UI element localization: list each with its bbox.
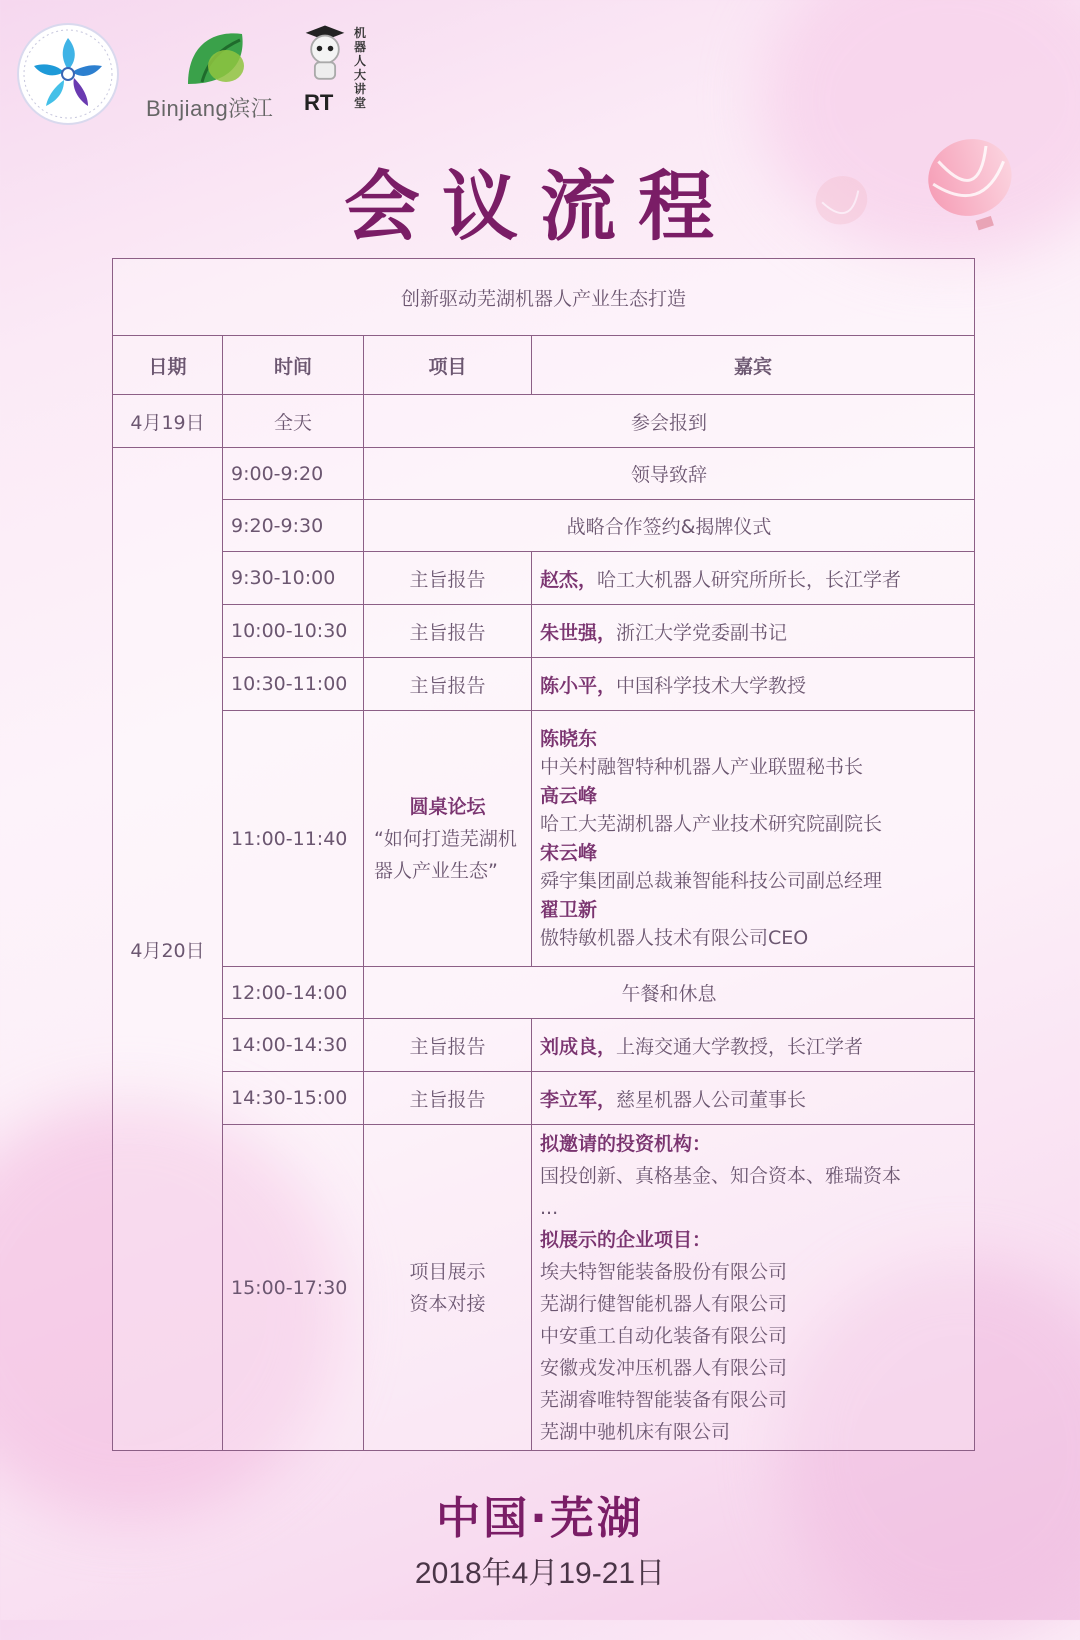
footer-dates: 2018年4月19-21日 [414, 1557, 666, 1590]
header-date: 日期 [113, 336, 223, 395]
merged-item-cell: 领导致辞 [364, 448, 975, 500]
showcase-item-line: 资本对接 [409, 1292, 486, 1315]
guest-name: 翟卫新 [540, 898, 598, 921]
schedule-table [112, 258, 975, 1451]
guest-title: 中国科学技术大学教授 [616, 674, 807, 697]
date-cell: 4月19日 [113, 395, 223, 448]
table-header-row [113, 336, 975, 395]
item-cell: 主旨报告 [364, 605, 532, 658]
time-cell: 9:30-10:00 [223, 552, 364, 605]
guest-title: 上海交通大学教授，长江学者 [616, 1035, 864, 1058]
item-cell [364, 711, 532, 967]
table-row [113, 658, 975, 711]
time-cell: 11:00-11:40 [223, 711, 364, 967]
table-row [113, 967, 975, 1019]
guest-cell [532, 552, 975, 605]
binjiang-logo [134, 26, 294, 136]
header-item: 项目 [364, 336, 532, 395]
time-cell: 12:00-14:00 [223, 967, 364, 1019]
guest-cell [532, 658, 975, 711]
time-cell: 10:30-11:00 [223, 658, 364, 711]
project-item: 安徽戎发冲压机器人有限公司 [540, 1356, 788, 1379]
page-title: 会议流程 [344, 162, 736, 251]
table-caption: 创新驱动芜湖机器人产业生态打造 [113, 259, 975, 336]
item-cell [364, 1125, 532, 1451]
guest-name: 高云峰 [540, 784, 598, 807]
showcase-item-line: 项目展示 [409, 1260, 486, 1283]
table-row-showcase [113, 1125, 975, 1451]
table-row [113, 1019, 975, 1072]
guest-name: 朱世强， [540, 621, 617, 644]
guest-title: 傲特敏机器人技术有限公司CEO [540, 927, 809, 949]
investors-heading: 拟邀请的投资机构： [540, 1132, 712, 1155]
item-cell: 主旨报告 [364, 658, 532, 711]
item-cell: 主旨报告 [364, 1072, 532, 1125]
guest-name: 陈晓东 [540, 727, 598, 750]
table-row-roundtable [113, 711, 975, 967]
table-row [113, 552, 975, 605]
guest-name: 刘成良， [540, 1035, 617, 1058]
project-item: 芜湖行健智能机器人有限公司 [540, 1292, 788, 1315]
table-row [113, 395, 975, 448]
table-row [113, 448, 975, 500]
roundtable-title: 圆桌论坛 [409, 795, 486, 818]
item-cell: 主旨报告 [364, 552, 532, 605]
guest-title: 中关村融智特种机器人产业联盟秘书长 [540, 756, 864, 778]
table-row [113, 1072, 975, 1125]
time-cell: 10:00-10:30 [223, 605, 364, 658]
rt-text: RT [304, 90, 334, 115]
guest-title: 舜宇集团副总裁兼智能科技公司副总经理 [540, 870, 883, 892]
guest-name: 李立军， [540, 1088, 617, 1111]
association-logo-icon [14, 20, 122, 128]
robot-mascot-icon [302, 20, 348, 88]
date-cell: 4月20日 [113, 448, 223, 1451]
table-row [113, 500, 975, 552]
leaf-logo-icon [182, 26, 250, 88]
project-item: 芜湖睿唯特智能装备有限公司 [540, 1388, 788, 1411]
guest-title: 哈工大机器人研究所所长，长江学者 [597, 568, 902, 591]
guest-title: 浙江大学党委副书记 [616, 621, 788, 644]
investors-more: ... [540, 1196, 559, 1219]
projects-heading: 拟展示的企业项目： [540, 1228, 712, 1251]
guest-cell [532, 1019, 975, 1072]
header-guest: 嘉宾 [532, 336, 975, 395]
project-item: 芜湖中驰机床有限公司 [540, 1420, 731, 1443]
guest-title: 哈工大芜湖机器人产业技术研究院副院长 [540, 813, 883, 835]
table-caption-row [113, 259, 975, 336]
guest-cell [532, 711, 975, 967]
merged-item-cell: 参会报到 [364, 395, 975, 448]
roundtable-topic: “如何打造芜湖机器人产业生态” [374, 827, 517, 882]
binjiang-brand-text: Binjiang滨江 [146, 96, 274, 121]
time-cell: 全天 [223, 395, 364, 448]
robot-lecture-vertical-text: 机器人大讲堂 [354, 26, 367, 110]
footer-location: 中国·芜湖 [436, 1493, 644, 1544]
guest-cell [532, 605, 975, 658]
item-cell: 主旨报告 [364, 1019, 532, 1072]
guest-name: 赵杰， [540, 568, 598, 591]
guest-name: 陈小平， [540, 674, 617, 697]
investors-list: 国投创新、真格基金、知合资本、雅瑞资本 [540, 1164, 902, 1187]
time-cell: 14:00-14:30 [223, 1019, 364, 1072]
table-row [113, 605, 975, 658]
guest-name: 宋云峰 [540, 841, 598, 864]
time-cell: 15:00-17:30 [223, 1125, 364, 1451]
header-time: 时间 [223, 336, 364, 395]
time-cell: 9:00-9:20 [223, 448, 364, 500]
time-cell: 9:20-9:30 [223, 500, 364, 552]
robot-lecture-logo [302, 20, 382, 130]
guest-cell [532, 1072, 975, 1125]
guest-title: 慈星机器人公司董事长 [616, 1088, 807, 1111]
merged-item-cell: 战略合作签约&揭牌仪式 [364, 500, 975, 552]
merged-item-cell: 午餐和休息 [364, 967, 975, 1019]
guest-cell [532, 1125, 975, 1451]
project-item: 埃夫特智能装备股份有限公司 [540, 1260, 788, 1283]
time-cell: 14:30-15:00 [223, 1072, 364, 1125]
project-item: 中安重工自动化装备有限公司 [540, 1324, 788, 1347]
